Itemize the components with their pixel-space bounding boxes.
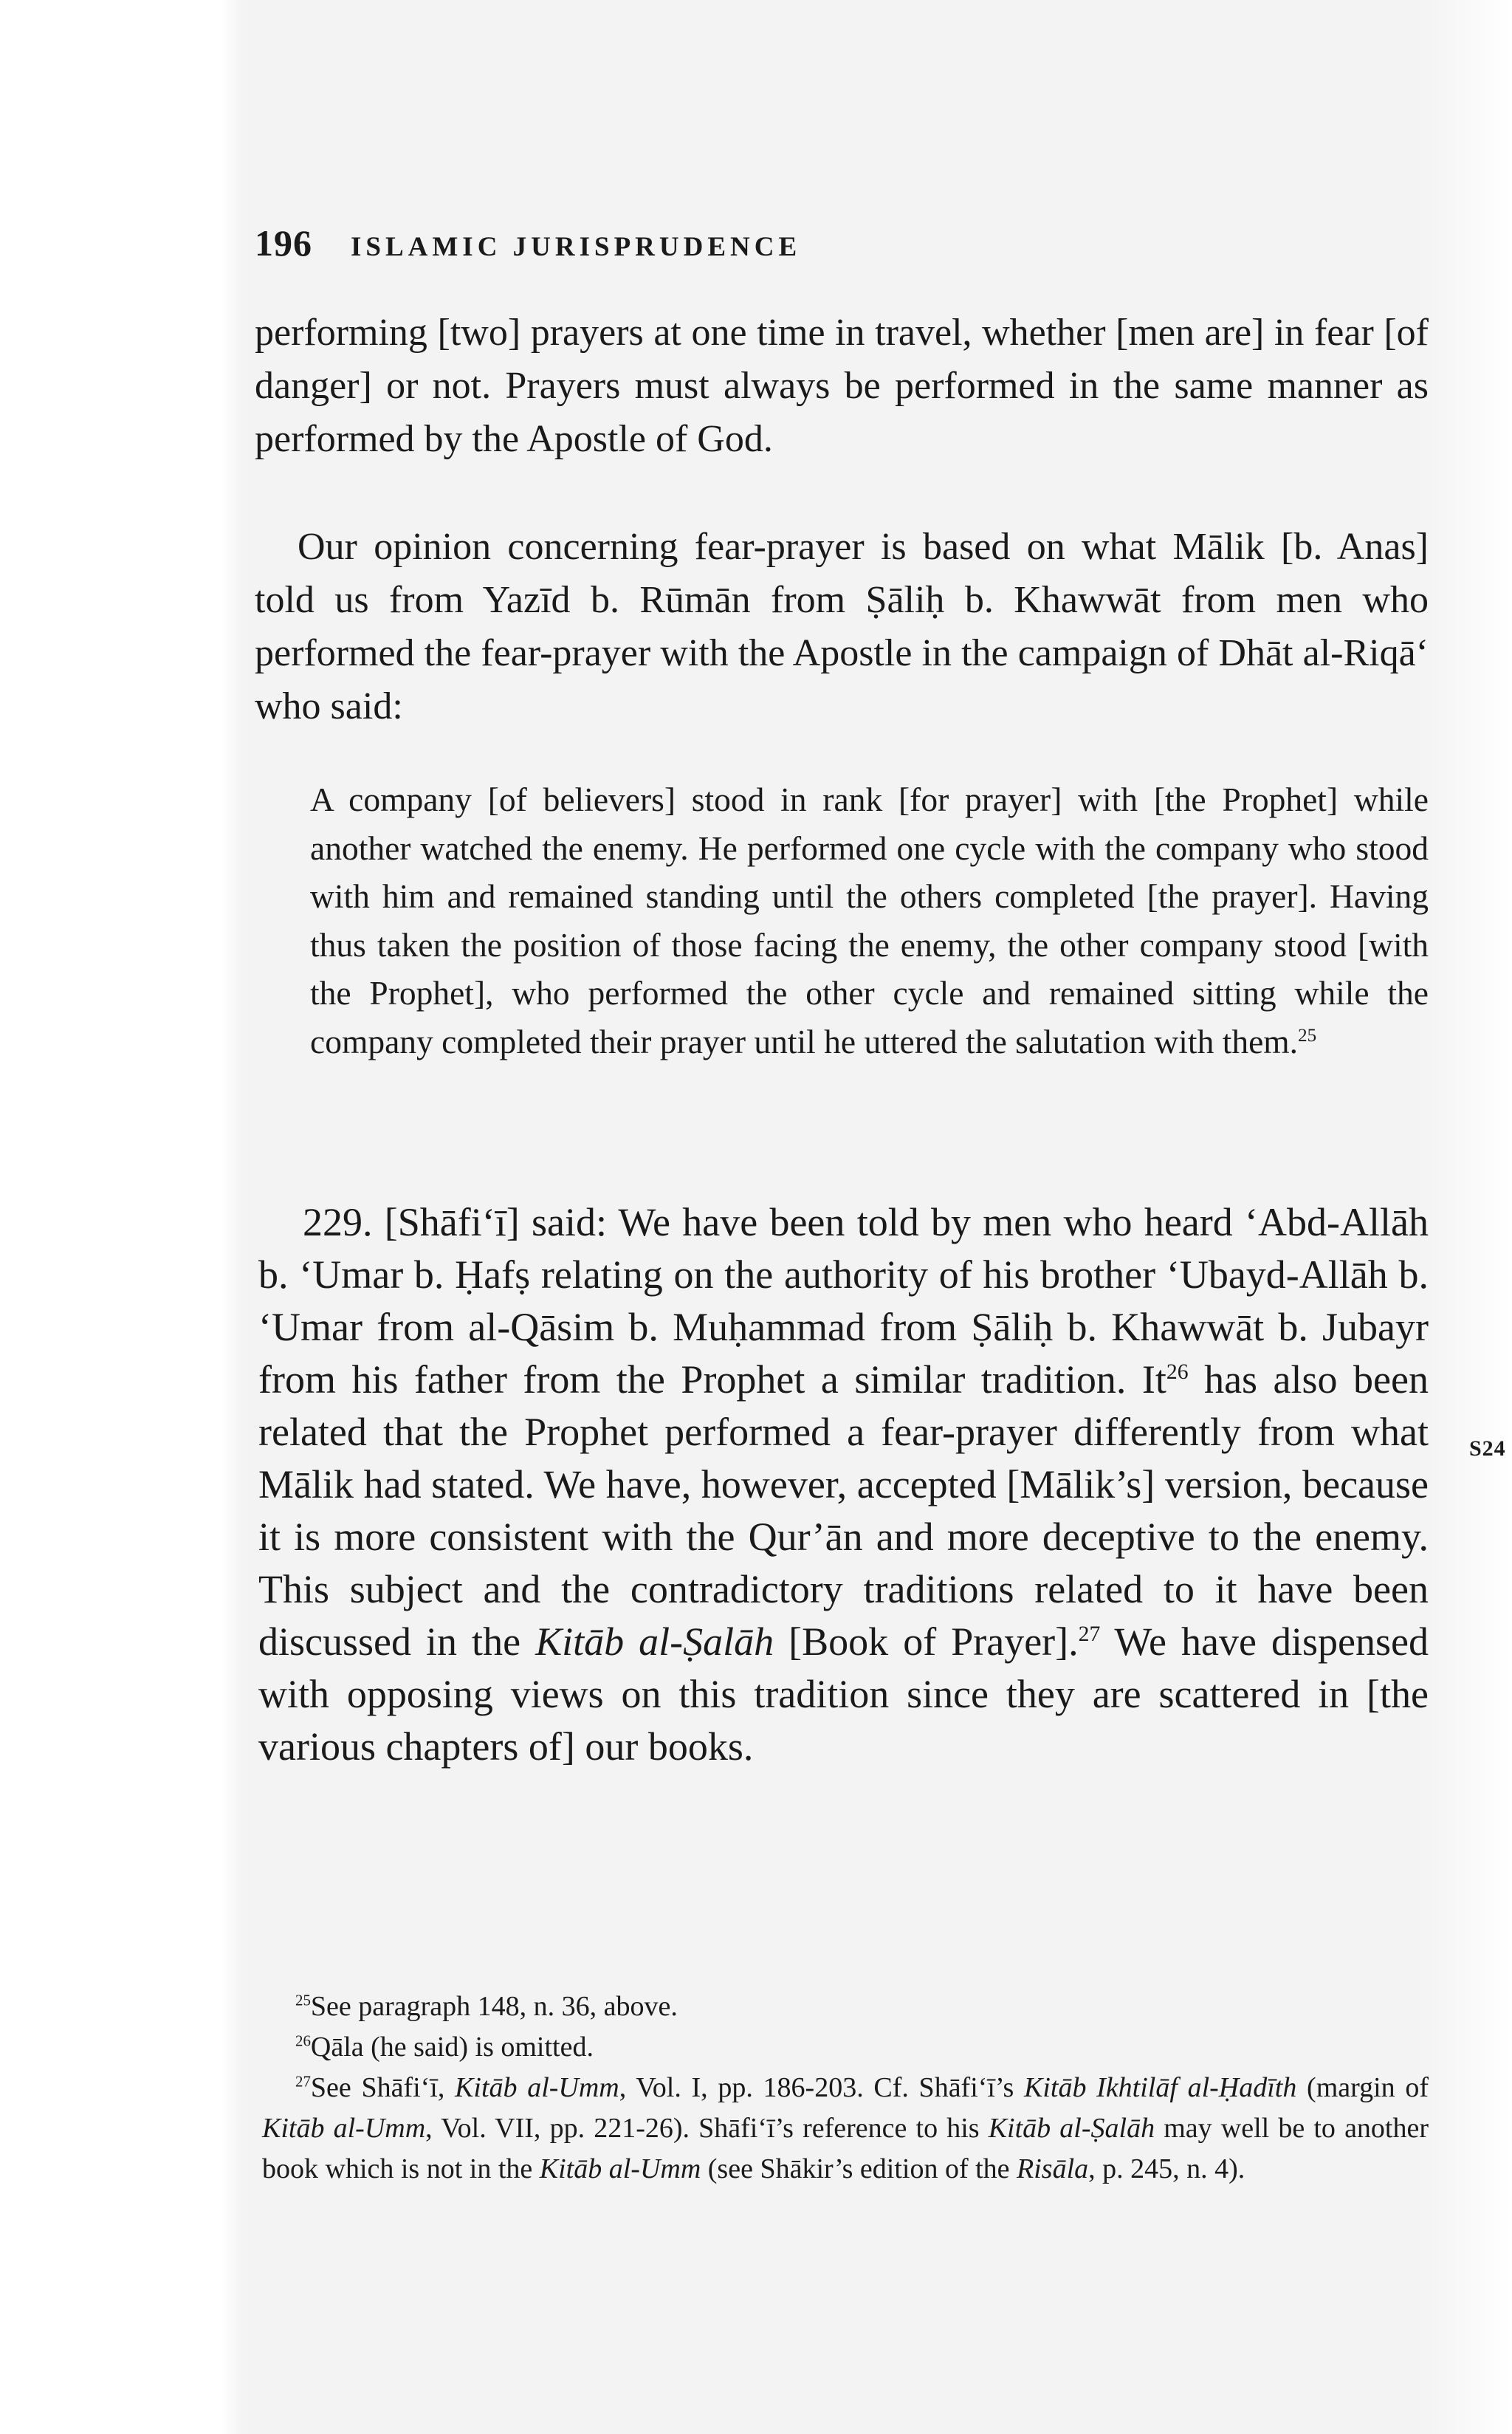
footnote-italic: Kitāb al-Umm [539, 2153, 701, 2184]
footnote-text: may well be to another book which is not in the [262, 2113, 1429, 2184]
block-quote-text: A company [of believers] stood in rank [for prayer] with [the Prophet] while another watched the enemy. He performed one cycle with the company who stood with him and remained standing until the others completed [the prayer]. Having thus taken the position of those facing the enemy, the other company stood [with the Prophet], who performed the other cycle and remained sitting while the company completed their prayer until he uttered the salutation with them. [310, 781, 1429, 1060]
paragraph-opinion: Our opinion concerning fear-prayer is based on what Mālik [b. Anas] told us from Yazīd b. Rūmān from Ṣāliḥ b. Khawwāt from men who performed the fear-prayer with the Apostle in the campaign of Dhāt al-Riqā‘ who said: [255, 526, 1429, 727]
footnote-number: 26 [295, 2032, 311, 2050]
paragraph-229 [258, 1196, 1429, 1773]
running-title: ISLAMIC JURISPRUDENCE [351, 232, 802, 262]
book-title-kitab-al-salah: Kitāb al-Ṣalāh [535, 1619, 774, 1664]
paragraph-continuation: performing [two] prayers at one time in travel, whether [men are] in fear [of danger] or not. Prayers must always be performed in the same manner as performed by the Apostle of God. [255, 312, 1429, 460]
footnote-text: , p. 245, n. 4). [1088, 2153, 1245, 2184]
footnote-ref-26: 26 [1166, 1360, 1189, 1384]
footnote-text: (margin of [1296, 2072, 1429, 2103]
paragraph-229-text-1: 229. [Shāfi‘ī] said: We have been told by men who heard ‘Abd-Allāh b. ‘Umar b. Ḥafṣ relating on the authority of his brother ‘Ubayd-Allāh b. ‘Umar from al-Qāsim b. Muḥammad from Ṣāliḥ b. Khawwāt b. Jubayr from his father from the Prophet a similar tradition. It [258, 1200, 1429, 1402]
footnotes [262, 1986, 1429, 2190]
footnote-number: 27 [295, 2072, 311, 2091]
footnote-26 [262, 2027, 1429, 2068]
footnote-italic: Kitāb al-Umm [455, 2072, 619, 2103]
footnote-text: See paragraph 148, n. 36, above. [310, 1991, 678, 2022]
footnote-25 [262, 1986, 1429, 2027]
footnote-italic: Kitāb Ikhtilāf al-Ḥadīth [1024, 2072, 1297, 2103]
page-header [255, 222, 1436, 264]
footnote-text: , Vol. I, pp. 186-203. Cf. Shāfi‘ī’s [619, 2072, 1025, 2103]
footnote-text: , Vol. VII, pp. 221-26). Shāfi‘ī’s reference to his [425, 2113, 989, 2144]
paragraph-229-text-3: [Book of Prayer]. [774, 1619, 1079, 1664]
margin-marker: S24 [1469, 1436, 1506, 1461]
footnote-number: 25 [295, 1991, 311, 2009]
footnote-27 [262, 2068, 1429, 2190]
footnote-text: See Shāfi‘ī, [310, 2072, 456, 2103]
footnote-text: Qāla (he said) is omitted. [310, 2032, 594, 2063]
block-quote [310, 775, 1429, 1066]
paragraph-229-text-4: We have dispensed with opposing views on this tradition since they are scattered in [the various chapters of] our books. [258, 1619, 1429, 1769]
footnote-ref-25: 25 [1298, 1025, 1317, 1046]
footnote-text: (see Shākir’s edition of the [701, 2153, 1017, 2184]
footnote-ref-27: 27 [1078, 1622, 1101, 1646]
paragraph-229-text-2: has also been related that the Prophet performed a fear-prayer differently from what Mālik had stated. We have, however, accepted [Mālik’s] version, because it is more consistent with the Qur’ān and more deceptive to the enemy. This subject and the contradictory traditions related to it have been discussed in the [258, 1357, 1429, 1664]
footnote-italic: Risāla [1017, 2153, 1089, 2184]
page-number: 196 [255, 222, 312, 264]
footnote-italic: Kitāb al-Umm [262, 2113, 426, 2144]
footnote-italic: Kitāb al-Ṣalāh [988, 2113, 1155, 2144]
